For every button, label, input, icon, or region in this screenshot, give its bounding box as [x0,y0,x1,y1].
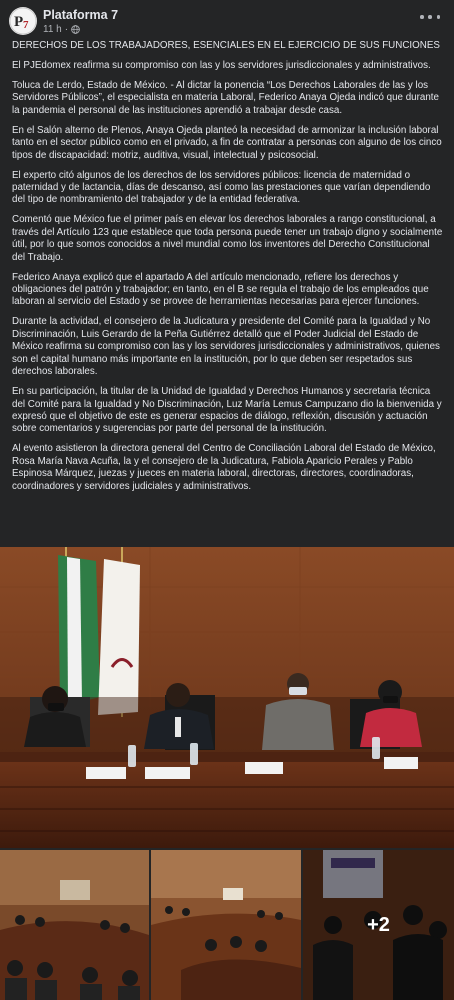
post-photo-thumb-3[interactable] [303,850,454,1000]
post-paragraph: Toluca de Lerdo, Estado de México. - Al dictar la ponencia “Los Derechos Laborales de las y los Servidores Públicos”, el especialista en materia Laboral, Federico Anaya Ojeda indicó que durante la pandemia el personal de las instituciones aprendió a trabajar desde casa. [12,80,439,116]
post-paragraph: En el Salón alterno de Plenos, Anaya Ojeda planteó la necesidad de armonizar la inclusión laboral tanto en el sector público como en el privado, a fin de contratar a personas con alguno de los cinco tipos de discapacidad: motriz, auditiva, visual, intelectual y psicosocial. [12,124,442,161]
post-photo-thumb-2[interactable] [151,850,301,1000]
post-timestamp[interactable]: 11 h [43,24,62,35]
post-photo-main[interactable] [0,547,454,848]
post-photo-thumbnails [0,850,454,1000]
plataforma7-logo [9,7,37,35]
post-text [12,40,444,501]
post-paragraph: DERECHOS DE LOS TRABAJADORES, ESENCIALES EN EL EJERCICIO DE SUS FUNCIONES [12,40,440,51]
post-paragraph: Al evento asistieron la directora general del Centro de Conciliación Laboral del Estado de México, Rosa María Nava Acuña, la y el consejero de la Judicatura, Fabiola Aparicio Perales y Pablo Espinosa Márquez, juezas y jueces en materia laboral, directoras, directores, coordinadoras, coordinadores y servidores judiciales y administrativos. [12,443,436,492]
meta-separator: · [64,24,69,35]
more-photos-overlay[interactable]: +2 [303,850,454,1000]
event-panel-photo [0,547,454,848]
audience-photo-2 [151,850,301,1000]
post-paragraph: El PJEdomex reafirma su compromiso con las y los servidores jurisdiccionales y administrativos. [12,60,431,71]
svg-text:P: P [14,14,24,30]
more-icon[interactable] [420,10,440,24]
page-avatar[interactable] [9,7,37,35]
post-paragraph: Durante la actividad, el consejero de la Judicatura y presidente del Comité para la Igualdad y No Discriminación, Luis Gerardo de la Peña Gutiérrez detalló que el Poder Judicial del Estado de México reafirma su compromiso con las y los servidores jurisdiccionales y administrativos, quienes son el capital humano más importante en la institución, por lo que deben ser respetados sus derechos laborales. [12,316,440,378]
globe-icon [71,25,80,34]
svg-text:7: 7 [23,19,29,31]
post-paragraph: En su participación, la titular de la Unidad de Igualdad y Derechos Humanos y secretaria técnica del Comité para la Igualdad y No Discriminación, Luz María Lemus Campuzano dio la bienvenida y expresó que el objetivo de este es generar espacios de diálogo, reflexión, discusión y actuación sobre comentarios y sugerencias por parte del personal de la institución. [12,386,442,435]
post-photo-thumb-1[interactable] [0,850,149,1000]
post-paragraph: El experto citó algunos de los derechos de los servidores públicos: licencia de maternidad o paternidad y de lactancia, días de descanso, así como las prestaciones que varían dependiendo del tipo de nombramiento del trabajador y de la entidad federativa. [12,169,431,206]
post-meta [43,24,80,35]
post-paragraph: Federico Anaya explicó que el apartado A del artículo mencionado, refiere los derechos y obligaciones del patrón y trabajador; en tanto, en el B se regula el trabajo de los empleados que laboran al servicio del Estado y se provee de herramientas necesarias para ejercer funciones. [12,271,429,308]
post-header [0,0,454,40]
page-name[interactable]: Plataforma 7 [43,8,119,22]
post-paragraph: Comentó que México fue el primer país en elevar los derechos laborales a rango constitucional, a través del Artículo 123 que establece que toda persona puede tener un trabajo digno y socialmente útil, por lo que somos conocidos a nivel mundial como los inventores del Derecho Constitucional del Trabajo. [12,214,443,263]
audience-photo-1 [0,850,149,1000]
